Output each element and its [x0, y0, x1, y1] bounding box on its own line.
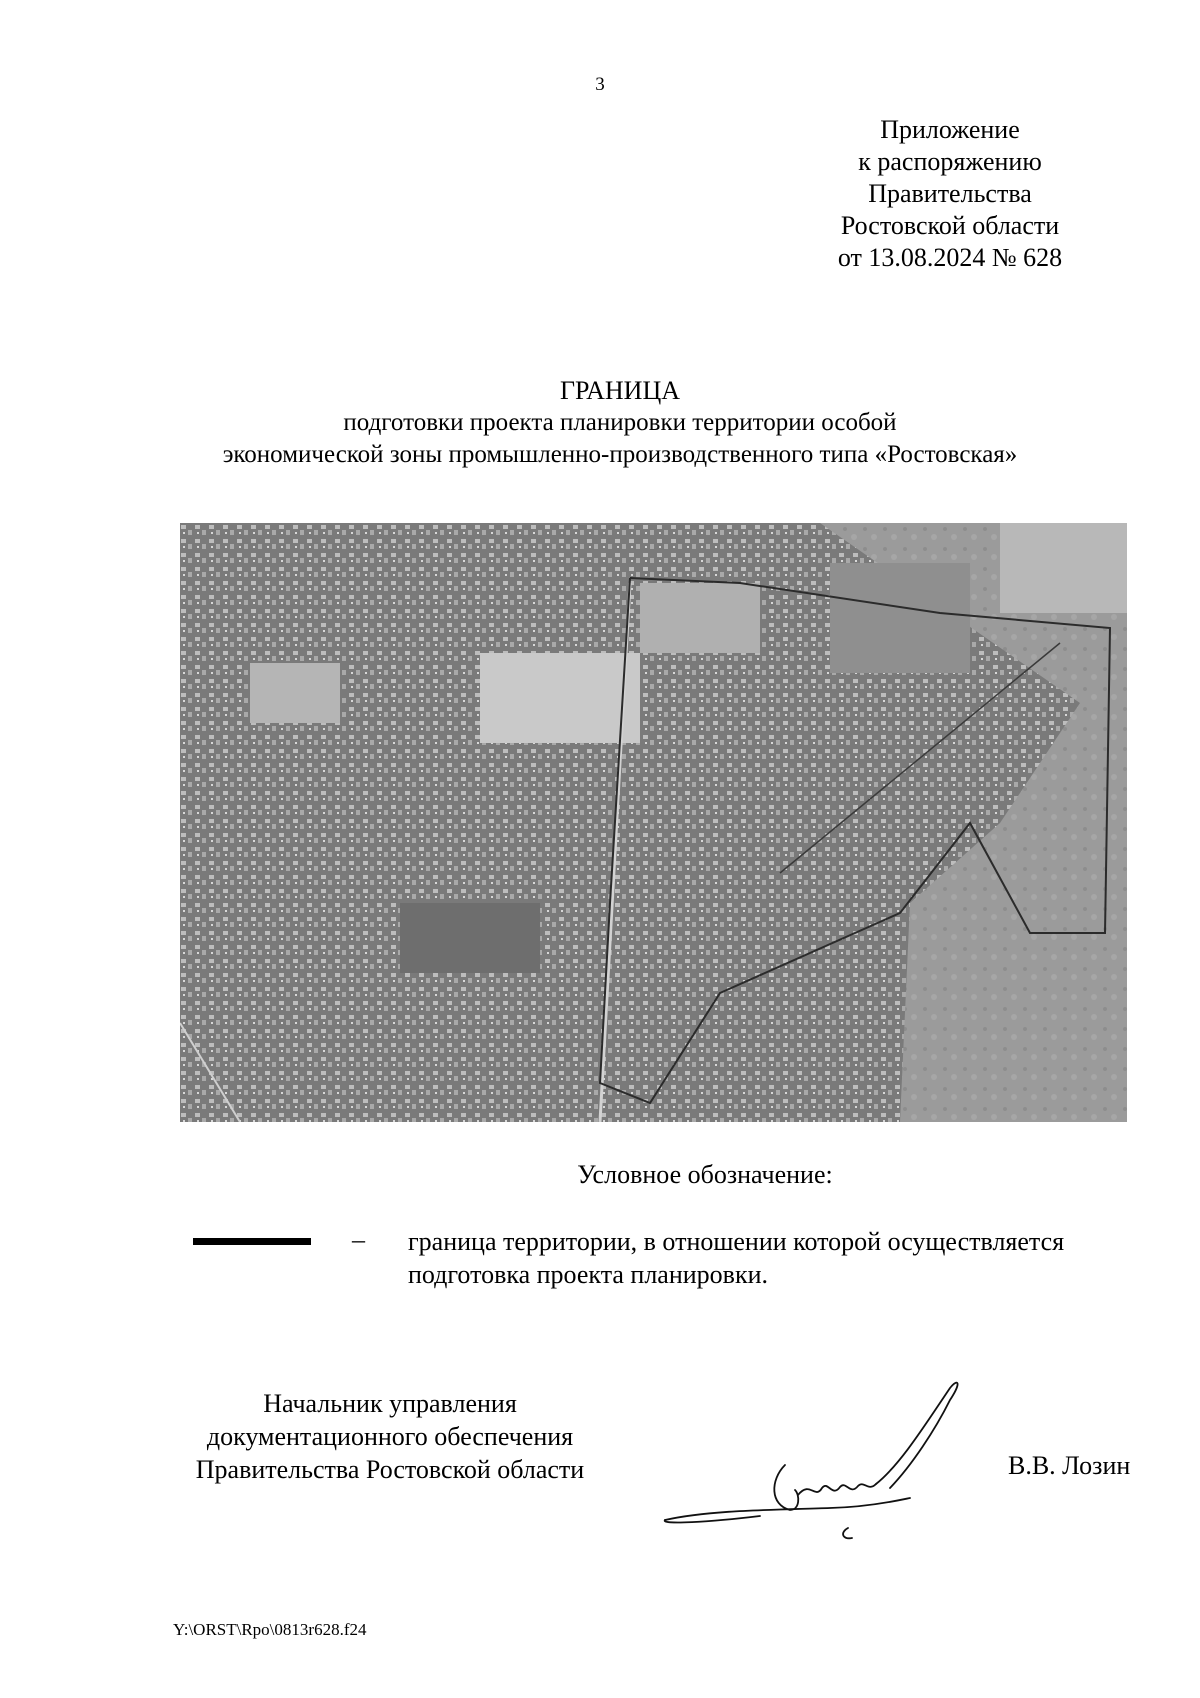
title-subtitle-line: подготовки проекта планировки территории особой: [343, 409, 897, 436]
signer-position: [140, 1387, 640, 1486]
document-title: [130, 375, 1110, 471]
title-main: ГРАНИЦА: [559, 376, 681, 405]
legend-boundary-line-symbol: [193, 1238, 311, 1245]
legend-description: [408, 1225, 1128, 1291]
legend-dash: –: [352, 1225, 365, 1254]
signer-position-line: Начальник управления: [263, 1389, 517, 1418]
signer-position-line: Правительства Ростовской области: [195, 1455, 585, 1484]
appendix-line: Ростовской области: [840, 211, 1060, 240]
appendix-line: к распоряжению: [858, 147, 1042, 176]
signer-name: В.В. Лозин: [1008, 1451, 1131, 1480]
appendix-line: Приложение: [880, 115, 1020, 144]
legend-title: Условное обозначение:: [577, 1160, 833, 1189]
appendix-date-number: от 13.08.2024 № 628: [837, 243, 1063, 272]
satellite-map-image: [180, 523, 1127, 1122]
file-path-footer: Y:\ORST\Rpo\0813r628.f24: [173, 1620, 367, 1639]
legend-description-line: граница территории, в отношении которой осуществляется: [408, 1227, 1065, 1256]
title-subtitle-line: экономической зоны промышленно-производственного типа «Ростовская»: [222, 441, 1018, 468]
handwritten-signature: [650, 1370, 990, 1540]
signer-position-line: документационного обеспечения: [206, 1422, 574, 1451]
page-number: 3: [595, 74, 605, 95]
appendix-line: Правительства: [868, 179, 1032, 208]
legend-description-line: подготовка проекта планировки.: [408, 1260, 769, 1289]
map-graphic: [180, 523, 1127, 1122]
appendix-header: [800, 114, 1100, 274]
